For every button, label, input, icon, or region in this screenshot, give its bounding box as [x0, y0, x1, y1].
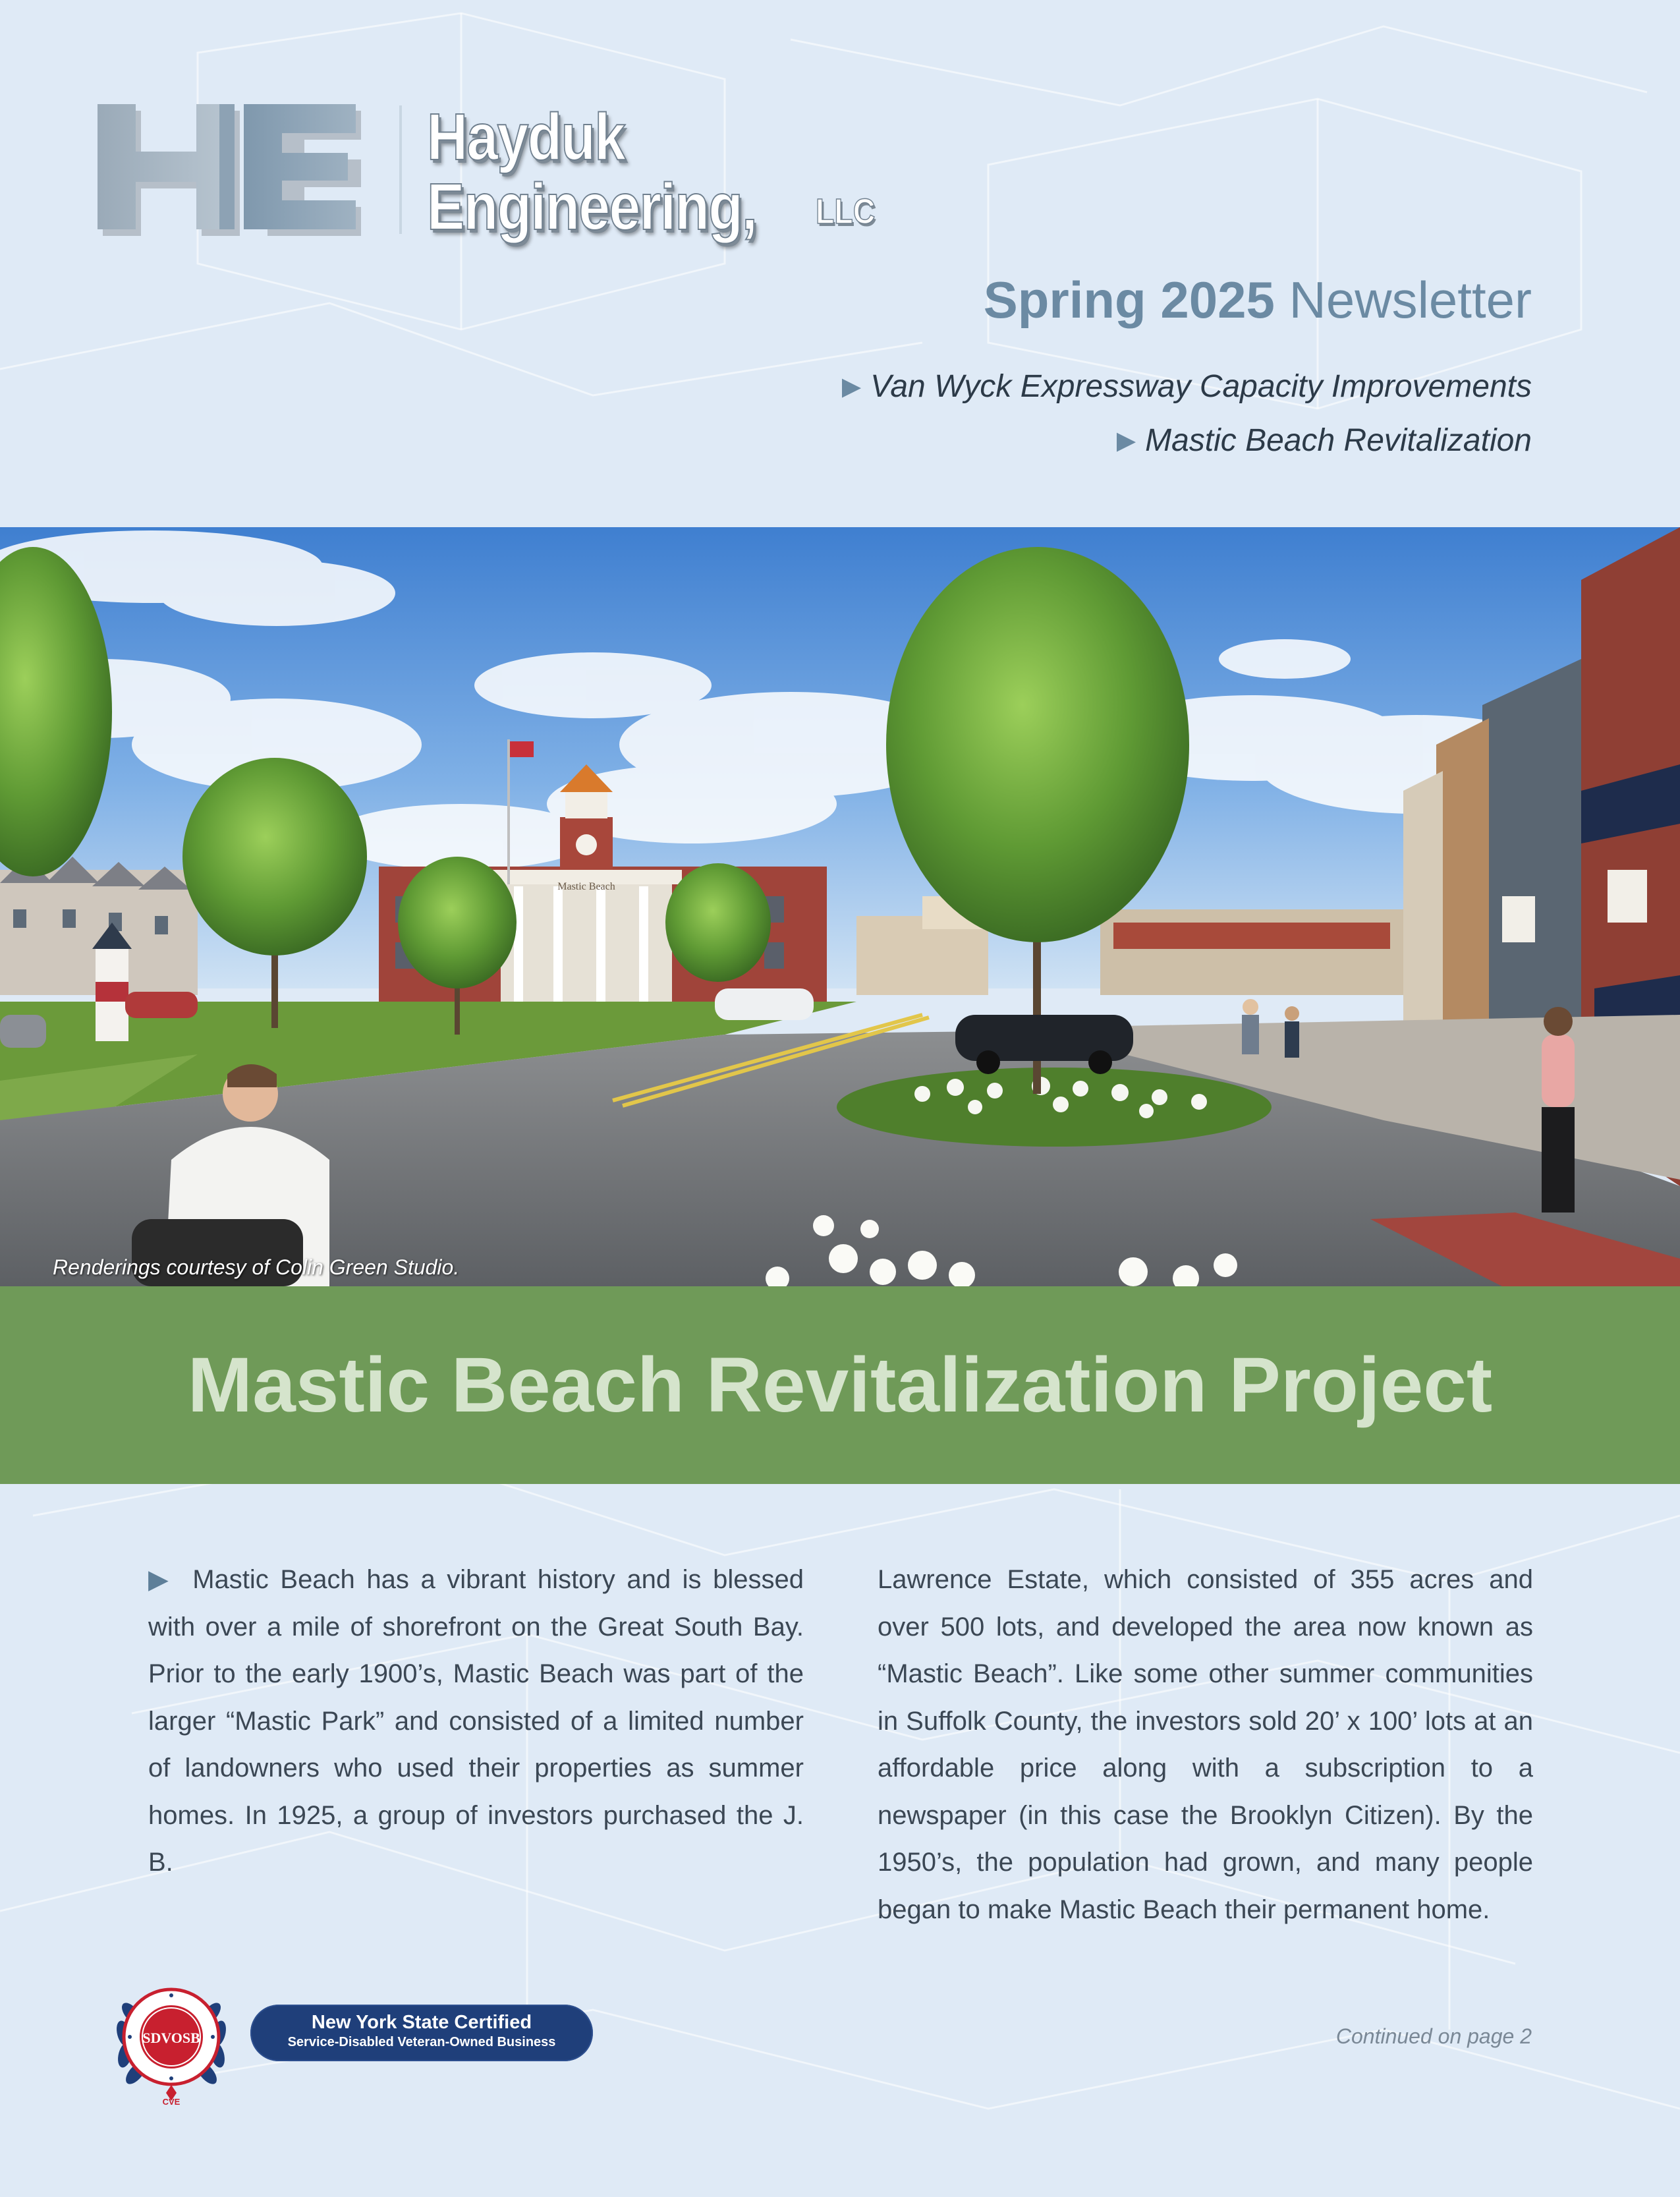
newsletter-season: Spring 2025	[983, 271, 1275, 329]
highlight-item[interactable]	[842, 415, 1532, 469]
cert-subtitle: Service-Disabled Veteran-Owned Business	[287, 2035, 556, 2049]
nys-certification-badge	[250, 2005, 593, 2061]
sdvosb-seal	[105, 1974, 237, 2106]
article-paragraph-left: Mastic Beach has a vibrant history and is blessed with over a mile of shorefront on the Great South Bay. Prior to the early 1900’s, Mastic Beach was part of the larger “Mastic Park” and consisted of a limited number of landowners who used their properties as summer homes. In 1925, a group of investors purchased the J. B.	[148, 1565, 804, 1877]
logo-name-line2: Engineering,	[427, 170, 757, 244]
continued-link[interactable]: Continued on page 2	[1335, 2024, 1532, 2048]
article-paragraph-right: Lawrence Estate, which consisted of 355 acres and over 500 lots, and developed the area now known as “Mastic Beach”. Like some other summer communities in Suffolk County, the investors sold 20’ x 100’ lots at an affordable price along with a subscription to a newspaper (in this case the Brooklyn Citizen). By the 1950’s, the population had grown, and many people began to make Mastic Beach their permanent home.	[878, 1565, 1533, 1924]
logo-name-line1: Hayduk	[427, 100, 625, 174]
newsletter-title	[984, 270, 1532, 330]
company-logo	[98, 99, 876, 257]
issue-highlights	[842, 361, 1532, 469]
logo-divider	[399, 105, 402, 234]
town-hall-sign: Mastic Beach	[557, 881, 615, 892]
article-column-left	[148, 1556, 804, 1887]
seal-mark: CVE	[162, 2097, 181, 2106]
article-column-right	[878, 1556, 1533, 1933]
highlight-item[interactable]	[842, 361, 1532, 415]
article-title-banner	[0, 1286, 1680, 1484]
hero-caption: Renderings courtesy of Colin Green Studio.	[53, 1255, 460, 1279]
cert-title: New York State Certified	[311, 2012, 532, 2033]
arrow-right-icon: ▶	[1116, 427, 1136, 455]
article-title: Mastic Beach Revitalization Project	[187, 1342, 1493, 1429]
seal-text: SDVOSB	[142, 2030, 200, 2046]
hero-rendering	[0, 527, 1680, 1286]
arrow-right-icon: ▶	[148, 1565, 173, 1594]
logo-llc: LLC	[816, 192, 876, 231]
he-logo-mark	[98, 104, 361, 236]
highlight-label: Van Wyck Expressway Capacity Improvements	[870, 369, 1532, 404]
highlight-label: Mastic Beach Revitalization	[1145, 423, 1532, 458]
arrow-right-icon: ▶	[841, 373, 862, 401]
street-rendering-illustration	[0, 527, 1680, 1286]
newsletter-label: Newsletter	[1289, 271, 1532, 329]
